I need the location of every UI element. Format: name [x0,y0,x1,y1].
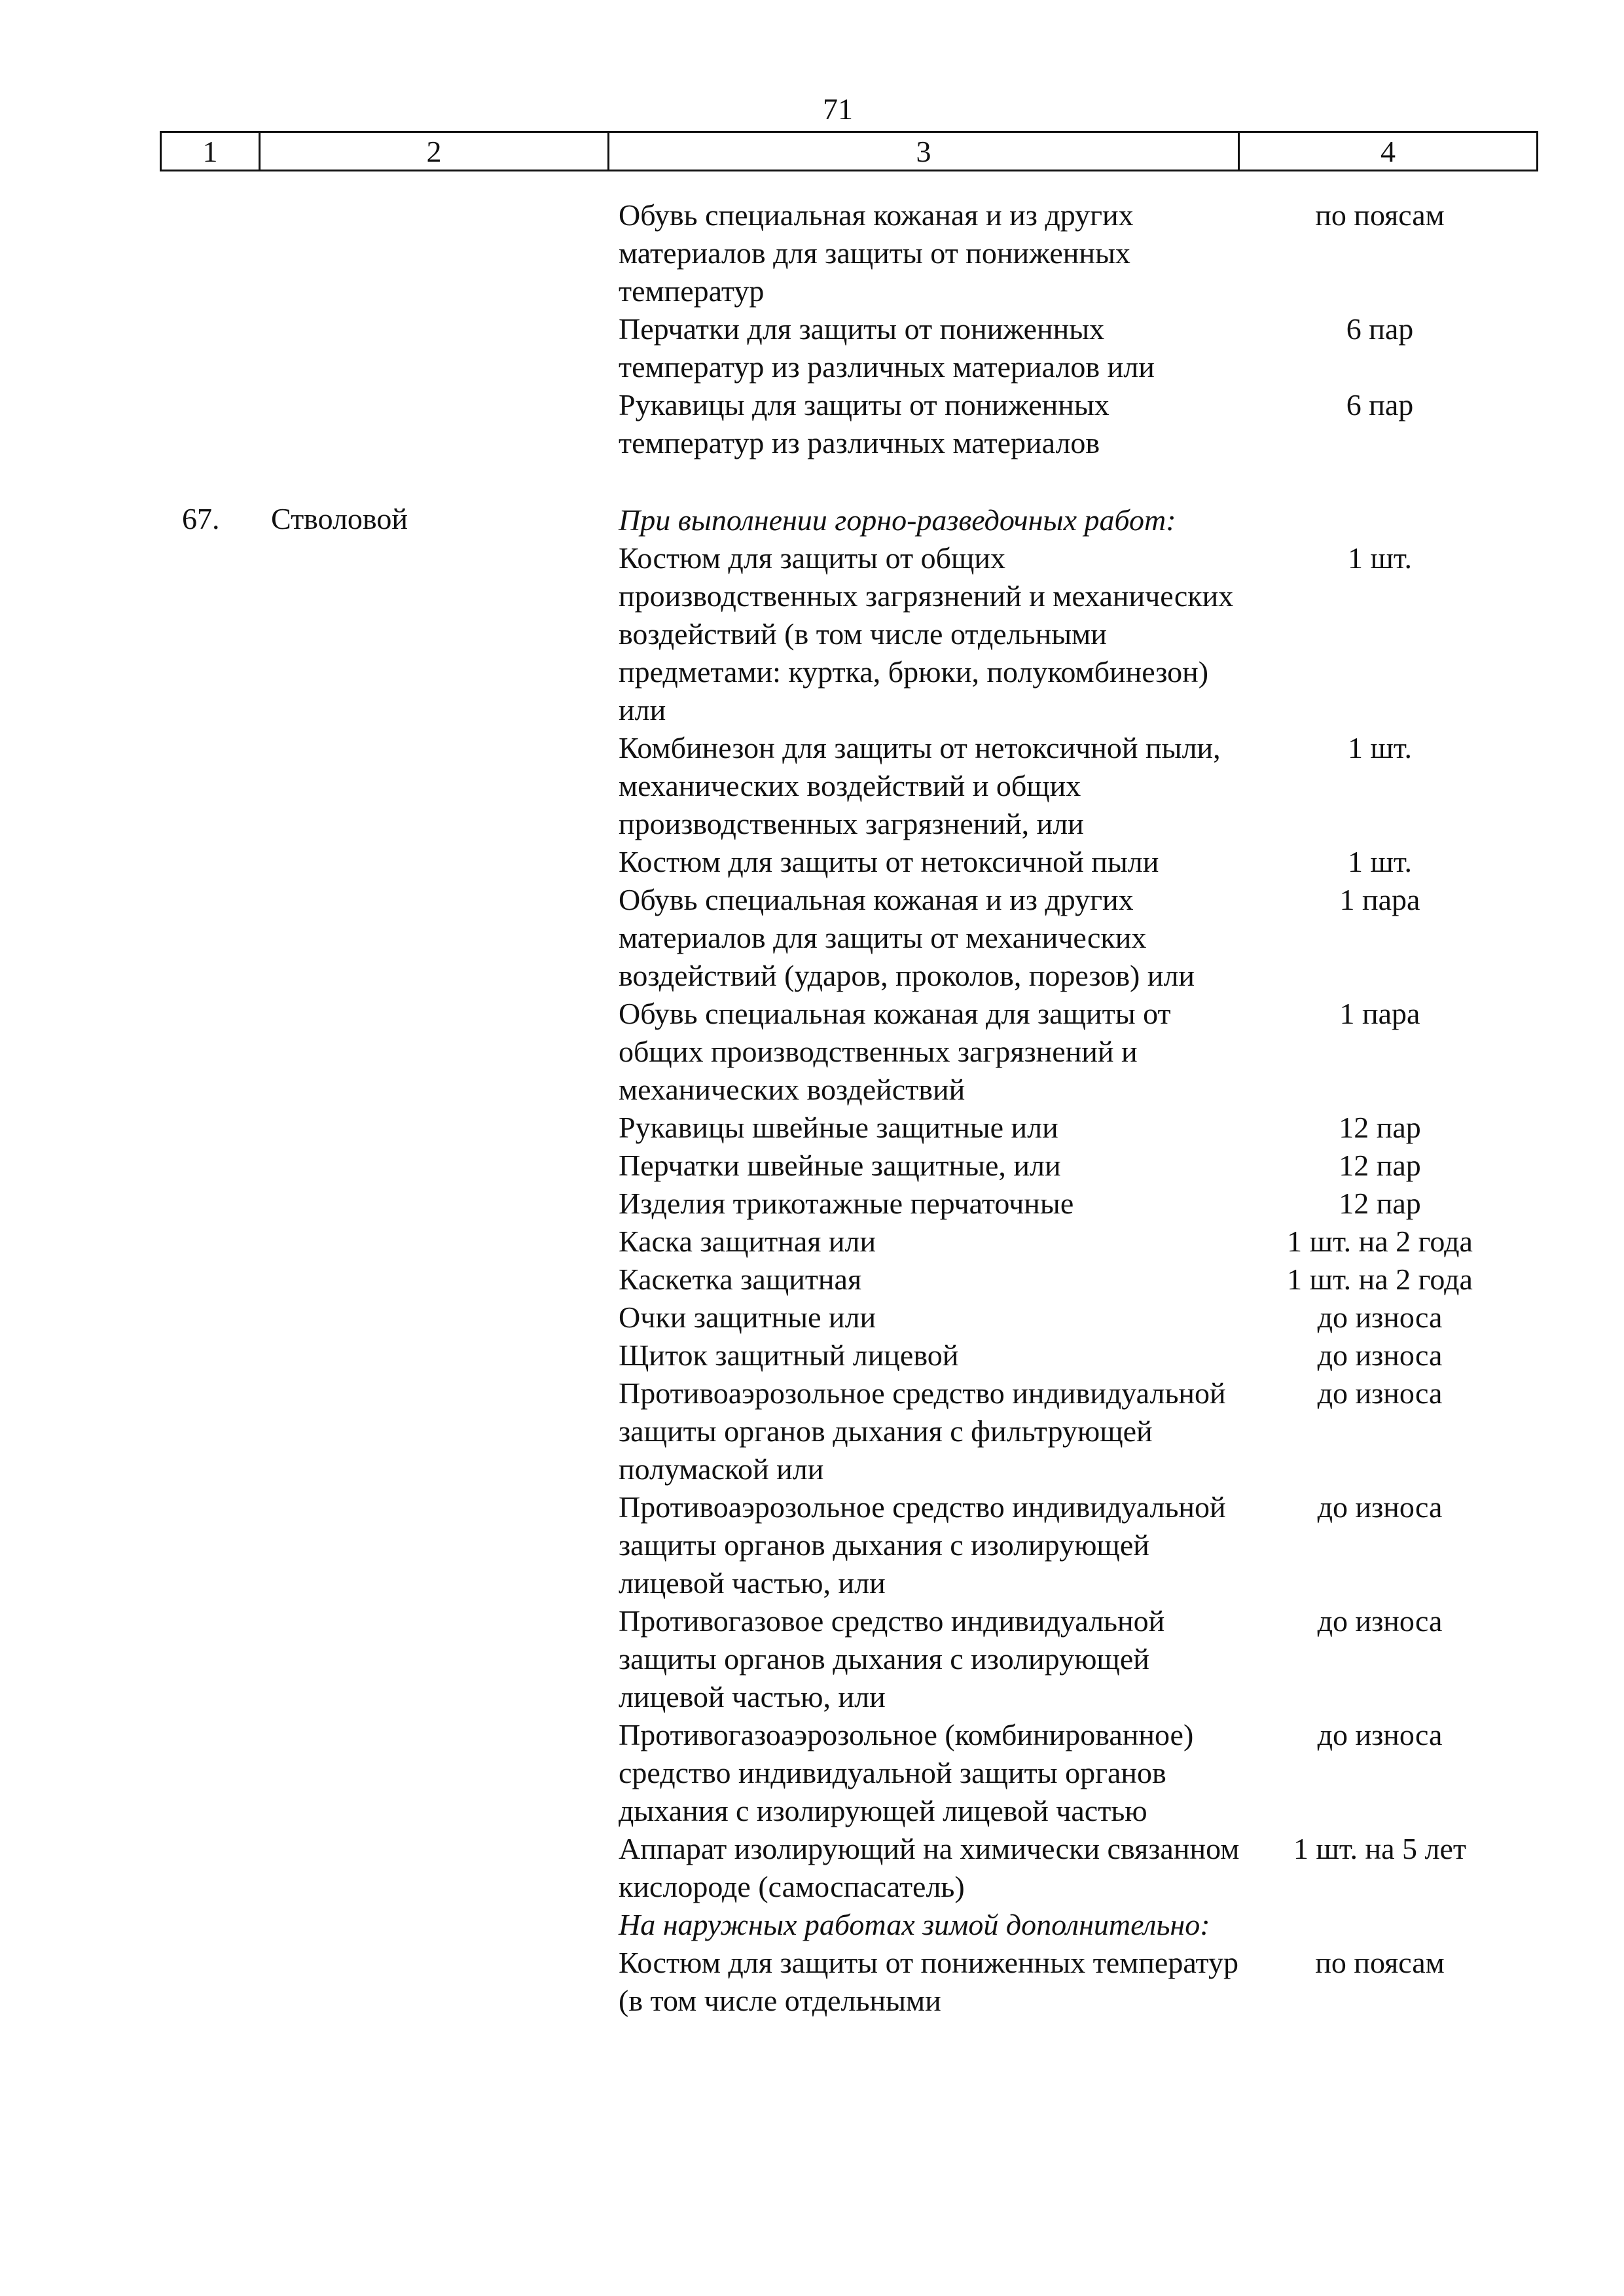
header-col-1: 1 [161,132,260,171]
continuation-item [0,386,1624,462]
list-item [0,843,1624,881]
item-name: Аппарат изолирующий на химически связанном кислороде (самоспасатель) [619,1832,1240,1903]
list-item [0,1109,1624,1147]
item-name: Рукавицы швейные защитные или [619,1111,1058,1144]
list-item [0,1299,1624,1336]
item-norm: по поясам [1315,1946,1445,1979]
item-name: Очки защитные или [619,1300,876,1334]
item-norm: 1 шт. на 2 года [1287,1225,1473,1258]
item-name: Противогазоаэрозольное (комбинированное) средство индивидуальной защиты органов дыхания с изолирующей лицевой частью [619,1718,1194,1827]
entry-67 [0,501,1624,2020]
page-number: 71 [823,92,853,126]
winter-heading: На наружных работах зимой дополнительно: [619,1908,1210,1941]
item-name: Костюм для защиты от нетоксичной пыли [619,845,1159,878]
item-norm: 6 пар [1346,312,1414,346]
item-norm: до износа [1317,1376,1443,1410]
header-col-4: 4 [1239,132,1538,171]
list-item [0,539,1624,729]
item-norm: по поясам [1315,198,1445,232]
item-name: Каска защитная или [619,1225,876,1258]
item-norm: 1 шт. [1347,731,1413,764]
item-name: Обувь специальная кожаная для защиты от общих производственных загрязнений и механических воздействий [619,997,1171,1106]
item-name: Перчатки швейные защитные, или [619,1149,1061,1182]
item-norm: 1 шт. на 5 лет [1293,1832,1467,1865]
continuation-item [0,196,1624,310]
item-name: Изделия трикотажные перчаточные [619,1187,1074,1220]
header-col-2: 2 [260,132,609,171]
item-norm: 1 шт. на 2 года [1287,1263,1473,1296]
list-item [0,1261,1624,1299]
table-body [0,196,1624,2020]
item-norm: до износа [1317,1338,1443,1372]
entry-number: 67. [182,502,220,535]
list-item [0,1716,1624,1830]
list-item [0,1147,1624,1185]
list-item [0,881,1624,995]
section-heading: При выполнении горно-разведочных работ: [619,503,1176,537]
header-col-3: 3 [609,132,1239,171]
list-item [0,729,1624,843]
list-item [0,1374,1624,1488]
item-name: Костюм для защиты от пониженных температур (в том числе отдельными [619,1946,1239,2017]
item-name: Костюм для защиты от общих производственных загрязнений и механических воздействий (в том числе отдельными предметами: куртка, брюки, полукомбинезон) или [619,541,1234,726]
entry-profession: Стволовой [271,502,408,535]
item-norm: 12 пар [1339,1149,1421,1182]
item-name: Противоаэрозольное средство индивидуальной защиты органов дыхания с фильтрующей полумаской или [619,1376,1226,1486]
item-norm: до износа [1317,1718,1443,1751]
item-norm: 1 шт. [1347,845,1413,878]
list-item [0,1944,1624,2020]
item-norm: 1 пара [1339,997,1420,1030]
item-name: Комбинезон для защиты от нетоксичной пыли, механических воздействий и общих производственных загрязнений, или [619,731,1221,840]
item-norm: 12 пар [1339,1187,1421,1220]
item-name: Обувь специальная кожаная и из других материалов для защиты от пониженных температур [619,198,1134,308]
list-item [0,1830,1624,1906]
item-name: Обувь специальная кожаная и из других материалов для защиты от механических воздействий (ударов, проколов, порезов) или [619,883,1195,992]
list-item [0,1602,1624,1716]
list-item [0,995,1624,1109]
item-name: Перчатки для защиты от пониженных температур из различных материалов или [619,312,1155,384]
item-name: Щиток защитный лицевой [619,1338,959,1372]
list-item [0,1185,1624,1223]
item-norm: 6 пар [1346,388,1414,422]
item-norm: до износа [1317,1490,1443,1524]
section-heading-row [0,501,1624,539]
item-norm: до износа [1317,1300,1443,1334]
table-header [160,131,1538,171]
item-name: Противогазовое средство индивидуальной защиты органов дыхания с изолирующей лицевой частью, или [619,1604,1165,1713]
item-norm: до износа [1317,1604,1443,1638]
continuation-item [0,310,1624,386]
item-name: Каскетка защитная [619,1263,862,1296]
winter-heading-row [0,1906,1624,1944]
item-norm: 1 пара [1339,883,1420,916]
item-name: Противоаэрозольное средство индивидуальной защиты органов дыхания с изолирующей лицевой частью, или [619,1490,1226,1600]
item-norm: 1 шт. [1347,541,1413,575]
item-name: Рукавицы для защиты от пониженных температур из различных материалов [619,388,1110,459]
list-item [0,1223,1624,1261]
list-item [0,1488,1624,1602]
item-norm: 12 пар [1339,1111,1421,1144]
list-item [0,1336,1624,1374]
